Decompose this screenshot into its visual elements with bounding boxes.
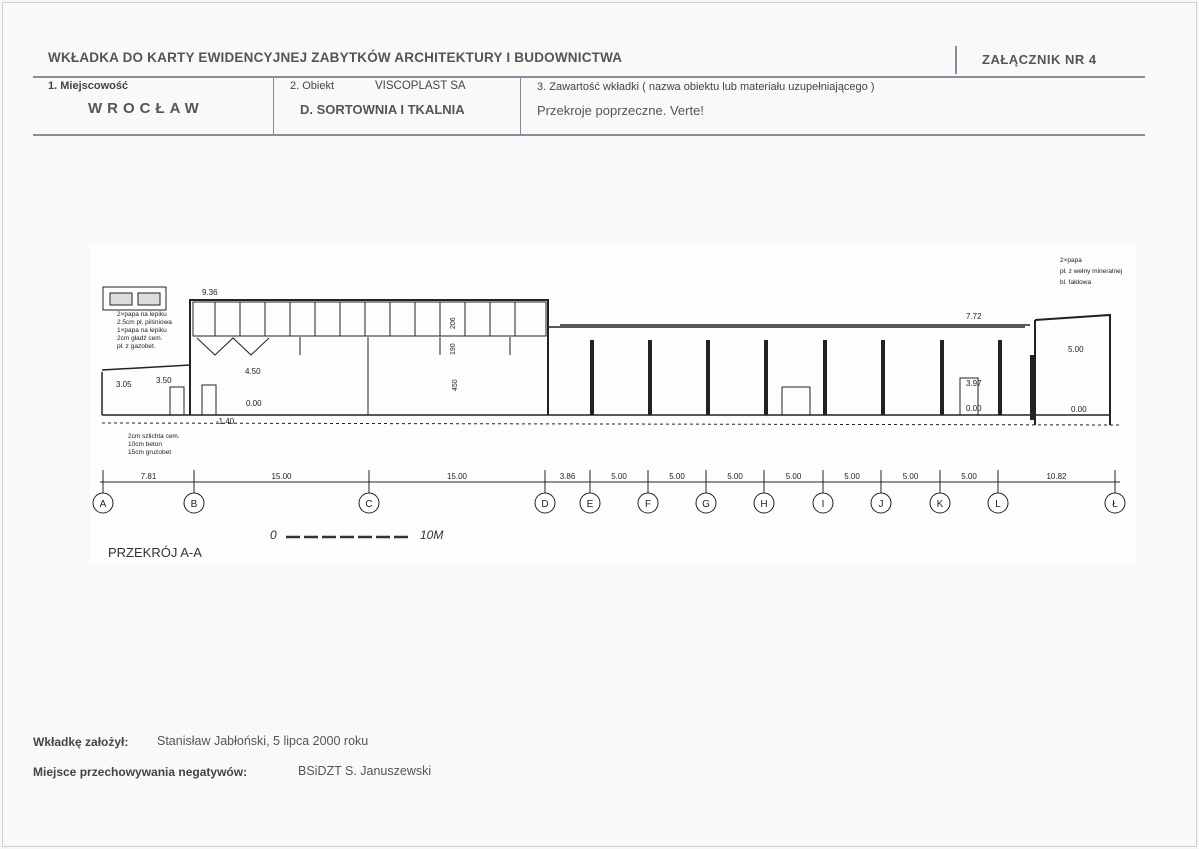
level-zero-left: 0.00	[246, 399, 262, 408]
level-minus-140: -1.40	[216, 417, 235, 426]
axis-label: F	[644, 499, 652, 510]
founder-value: Stanisław Jabłoński, 5 lipca 2000 roku	[157, 734, 369, 748]
level-500: 5.00	[1068, 345, 1084, 354]
scale-zero: 0	[270, 528, 277, 542]
axis-label: A	[99, 499, 107, 510]
axis-label: G	[702, 499, 710, 510]
svg-text:1×papa na lepiku: 1×papa na lepiku	[117, 327, 167, 334]
span-dimension: 5.00	[727, 472, 743, 481]
tower-window-2	[138, 293, 160, 305]
scale-end: 10M	[420, 528, 444, 542]
axis-label: L	[995, 499, 1001, 510]
level-top-left: 9.36	[202, 288, 218, 297]
axis-label: D	[541, 499, 549, 510]
span-dimension: 5.00	[844, 472, 860, 481]
level-397: 3.97	[966, 379, 982, 388]
cross-section-drawing	[90, 245, 1135, 565]
span-dimension: 15.00	[446, 472, 468, 481]
svg-text:pł. z gazobet.: pł. z gazobet.	[117, 343, 156, 350]
object-label: 2. Obiekt	[290, 80, 335, 92]
object-value: D. SORTOWNIA I TKALNIA	[300, 102, 465, 117]
svg-text:2cm szlichta cem.: 2cm szlichta cem.	[128, 433, 180, 440]
level-350: 3.50	[156, 376, 172, 385]
tower-window-1	[110, 293, 132, 305]
object-owner: VISCOPLAST SA	[375, 80, 466, 92]
level-zero-right: 0.00	[1071, 405, 1087, 414]
svg-text:2×papa na lepiku: 2×papa na lepiku	[117, 311, 167, 318]
level-roof-right: 7.72	[966, 312, 982, 321]
axis-label: H	[760, 499, 768, 510]
span-dimension: 5.00	[961, 472, 977, 481]
svg-text:10cm beton: 10cm beton	[128, 441, 162, 448]
field-divider-2	[520, 77, 521, 134]
axis-label: C	[365, 499, 373, 510]
dim-190: 190	[450, 343, 457, 355]
svg-text:2.5cm pł. pilśniowa: 2.5cm pł. pilśniowa	[117, 319, 172, 326]
axis-label: Ł	[1112, 499, 1118, 510]
axis-label: B	[190, 499, 198, 510]
header-divider	[955, 46, 957, 74]
axis-label: K	[936, 499, 944, 510]
level-450: 4.50	[245, 367, 261, 376]
span-dimension: 3.86	[559, 472, 576, 481]
dim-206: 206	[450, 317, 457, 329]
svg-text:pł. z wełny mineralnej: pł. z wełny mineralnej	[1060, 268, 1123, 275]
section-title: PRZEKRÓJ A-A	[108, 545, 202, 560]
span-dimension: 10.82	[1046, 472, 1067, 481]
locality-label: 1. Miejscowość	[48, 80, 129, 92]
field-divider-1	[273, 77, 274, 134]
level-zero-mid: 0.00	[966, 404, 982, 413]
span-dimension: 7.81	[140, 472, 157, 481]
header-rule	[33, 76, 1145, 78]
storage-value: BSiDZT S. Januszewski	[298, 764, 432, 778]
span-dimension: 15.00	[271, 472, 292, 481]
span-dimension: 5.00	[902, 472, 919, 481]
level-305: 3.05	[116, 380, 132, 389]
svg-text:bl. fałdowa: bl. fałdowa	[1060, 279, 1092, 286]
founder-label: Wkładkę założył:	[33, 735, 129, 749]
axis-label: E	[586, 499, 594, 510]
fields-rule	[33, 134, 1145, 136]
svg-text:2×papa: 2×papa	[1060, 257, 1082, 264]
content-value: Przekroje poprzeczne. Verte!	[537, 103, 704, 118]
storage-label: Miejsce przechowywania negatywów:	[33, 765, 248, 779]
annex-number: ZAŁĄCZNIK NR 4	[982, 52, 1097, 67]
content-label: 3. Zawartość wkładki ( nazwa obiektu lub materiału uzupełniającego )	[537, 81, 875, 93]
svg-text:15cm gruzobet: 15cm gruzobet	[128, 449, 171, 456]
locality-value: WROCŁAW	[88, 100, 204, 117]
span-dimension: 5.00	[669, 472, 685, 481]
axis-label: J	[878, 499, 884, 510]
svg-text:2cm gładź cem.: 2cm gładź cem.	[117, 335, 163, 342]
sheet-title: WKŁADKA DO KARTY EWIDENCYJNEJ ZABYTKÓW ARCHITEKTURY I BUDOWNICTWA	[48, 50, 623, 65]
axis-label: I	[821, 499, 825, 510]
span-dimension: 5.00	[785, 472, 802, 481]
span-dimension: 5.00	[611, 472, 627, 481]
dim-450: 450	[452, 379, 459, 391]
